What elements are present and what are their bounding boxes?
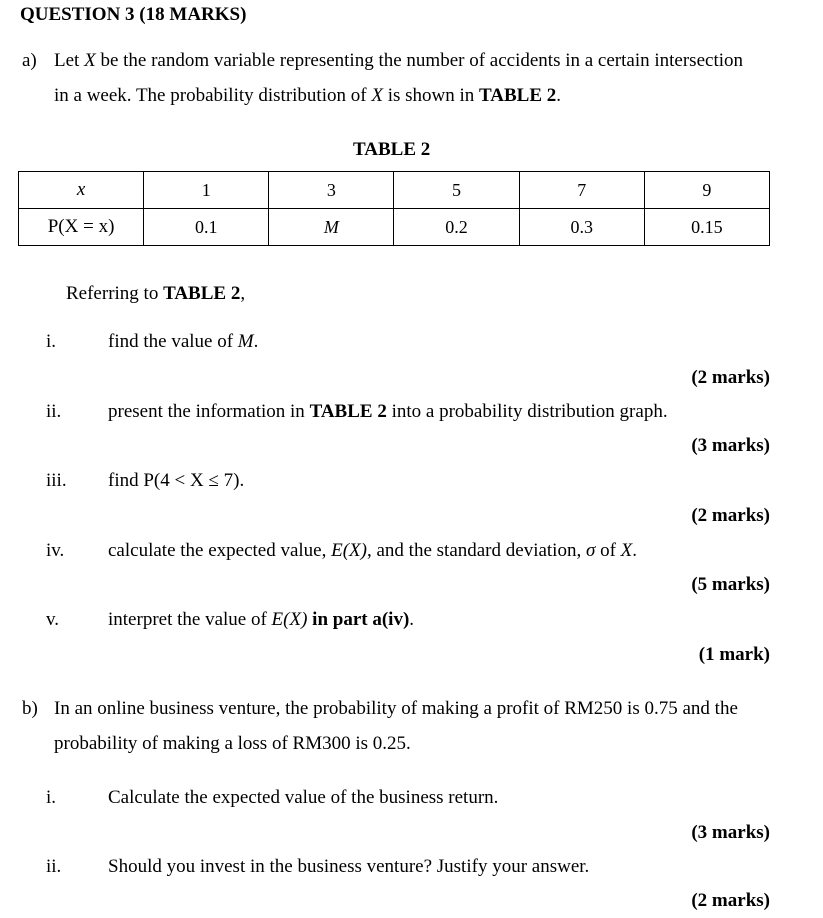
table-header-p: P(X = x) — [19, 209, 144, 246]
table-row-x — [19, 172, 770, 209]
probability-table — [18, 171, 770, 246]
table-cell-x-2: 3 — [269, 172, 394, 209]
table-cell-p-4: 0.3 — [519, 209, 644, 246]
item-a-i-text: find the value of M. — [108, 331, 259, 352]
item-a-iv-marks: (5 marks) — [691, 574, 770, 595]
item-a-ii-number: ii. — [46, 401, 62, 422]
item-a-iii-marks: (2 marks) — [691, 505, 770, 526]
table-cell-p-2: M — [269, 209, 394, 246]
part-a-line-2: in a week. The probability distribution of X is shown in TABLE 2. — [54, 85, 562, 106]
table-cell-p-1: 0.1 — [144, 209, 269, 246]
item-a-iii-number: iii. — [46, 470, 67, 491]
table-cell-x-4: 7 — [519, 172, 644, 209]
item-a-i-marks: (2 marks) — [691, 367, 770, 388]
item-a-ii-marks: (3 marks) — [691, 435, 770, 456]
item-b-i-number: i. — [46, 787, 57, 808]
table-cell-x-3: 5 — [394, 172, 519, 209]
referring-line: Referring to TABLE 2, — [66, 283, 246, 304]
item-b-ii-marks: (2 marks) — [691, 890, 770, 911]
question-heading: QUESTION 3 (18 MARKS) — [20, 4, 247, 25]
table-cell-p-5: 0.15 — [644, 209, 769, 246]
item-a-iv-text: calculate the expected value, E(X), and the standard deviation, σ of X. — [108, 540, 638, 561]
item-b-i-marks: (3 marks) — [691, 822, 770, 843]
item-b-ii-text: Should you invest in the business venture? Justify your answer. — [108, 856, 590, 877]
item-a-i-number: i. — [46, 331, 57, 352]
item-a-iv-number: iv. — [46, 540, 65, 561]
item-b-i-text: Calculate the expected value of the business return. — [108, 787, 499, 808]
part-b-line-1: In an online business venture, the probability of making a profit of RM250 is 0.75 and the — [54, 698, 738, 719]
item-a-ii-text: present the information in TABLE 2 into a probability distribution graph. — [108, 401, 668, 422]
part-a-label: a) — [22, 50, 37, 71]
table-caption: TABLE 2 — [353, 139, 431, 160]
item-a-v-text: interpret the value of E(X) in part a(iv). — [108, 609, 415, 630]
part-b-label: b) — [22, 698, 38, 719]
item-a-v-marks: (1 mark) — [698, 644, 770, 665]
table-header-x: x — [19, 172, 144, 209]
table-row-p — [19, 209, 770, 246]
item-a-iii-text: find P(4 < X ≤ 7). — [108, 470, 245, 491]
item-a-v-number: v. — [46, 609, 60, 630]
table-cell-x-5: 9 — [644, 172, 769, 209]
part-a-line-1: Let X be the random variable representing the number of accidents in a certain intersection — [54, 50, 744, 71]
table-cell-p-3: 0.2 — [394, 209, 519, 246]
part-b-line-2: probability of making a loss of RM300 is 0.25. — [54, 733, 411, 754]
item-b-ii-number: ii. — [46, 856, 62, 877]
table-cell-x-1: 1 — [144, 172, 269, 209]
